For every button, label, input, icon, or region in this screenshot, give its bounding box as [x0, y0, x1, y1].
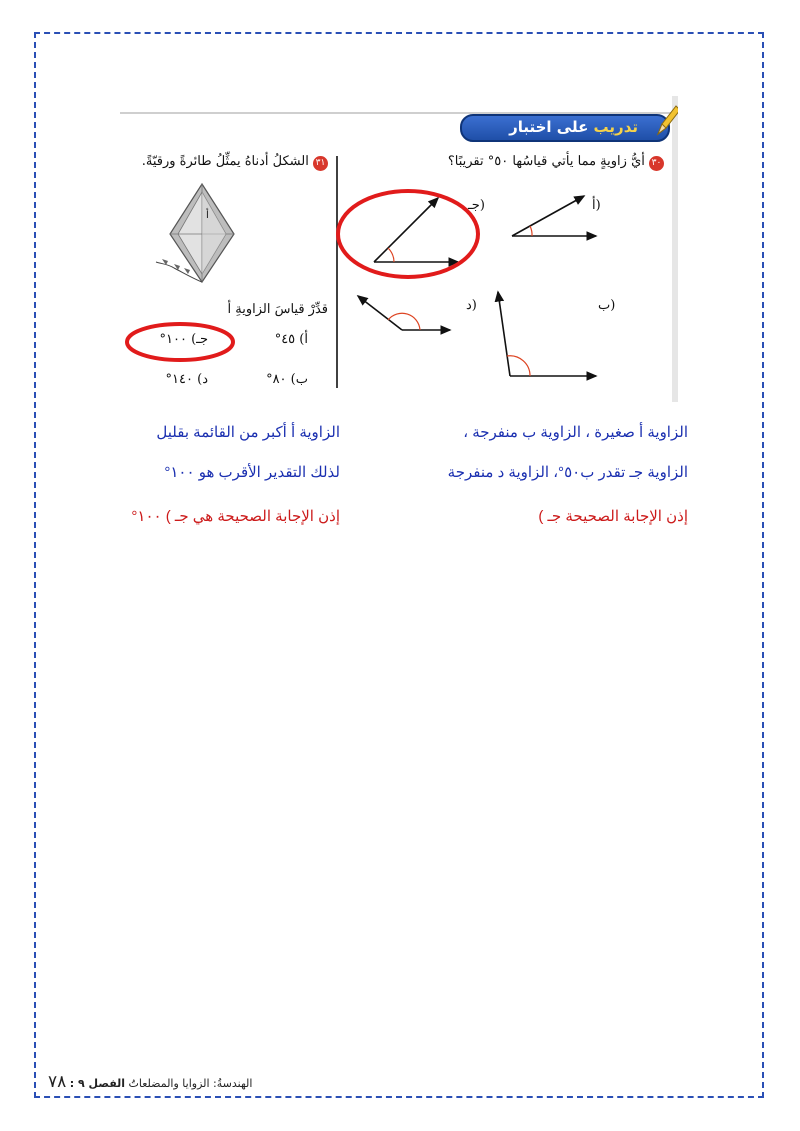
question-30-number: ٣٠ — [649, 156, 664, 171]
banner-title-rest: على اختبار — [509, 118, 589, 136]
question-31 — [142, 154, 328, 171]
q30-angles-figure — [120, 96, 678, 402]
q31-option-b: ب) ٨٠° — [266, 372, 308, 387]
page-footer — [40, 1072, 252, 1092]
kite-figure — [156, 184, 234, 282]
angle-c — [374, 198, 458, 262]
q31-option-c: جـ) ١٠٠° — [159, 332, 208, 347]
question-30-text: أيُّ زاويةٍ مما يأتي قياسُها ٥٠° تقريبًا؟ — [447, 154, 645, 169]
angle-d — [358, 296, 450, 330]
question-31-text: الشكلُ أدناهُ يمثِّلُ طائرةً ورقيّةً. — [141, 154, 309, 169]
question-31-prompt: قدِّرْ قياسَ الزاويةِ أ — [227, 302, 328, 317]
textbook-excerpt — [120, 96, 678, 402]
q30-label-d: د) — [466, 298, 477, 313]
answer-30-line-1: الزاوية أ صغيرة ، الزاوية ب منفرجة ، — [463, 424, 688, 441]
page-number: ٧٨ — [48, 1072, 67, 1092]
q30-label-c: جـ) — [468, 198, 485, 213]
answer-31-line-2: لذلك التقدير الأقرب هو ١٠٠° — [164, 464, 340, 481]
answer-30-line-2: الزاوية جـ تقدر ب٥٠°، الزاوية د منفرجة — [447, 464, 688, 481]
q30-label-a: أ) — [592, 198, 601, 213]
answer-31-line-1: الزاوية أ أكبر من القائمة بقليل — [156, 424, 340, 441]
footer-chapter: الفصل ٩ : — [69, 1077, 126, 1090]
footer-title: الهندسةُ: الزوايا والمضلعاتُ — [128, 1077, 253, 1090]
q31-option-a: أ) ٤٥° — [274, 332, 308, 347]
q30-label-b: ب) — [598, 298, 616, 313]
kite-angle-label: أ — [206, 210, 209, 221]
answer-circle-q30 — [338, 191, 478, 277]
banner-title-accent: تدريب — [593, 118, 638, 136]
question-31-number: ٣١ — [313, 156, 328, 171]
angle-a — [512, 196, 596, 236]
answer-31-line-3: إذن الإجابة الصحيحة هي جـ ) ١٠٠° — [131, 508, 340, 525]
answer-30-line-3: إذن الإجابة الصحيحة جـ ) — [538, 508, 688, 525]
q31-option-d: د) ١٤٠° — [165, 372, 208, 387]
angle-b — [498, 292, 596, 376]
